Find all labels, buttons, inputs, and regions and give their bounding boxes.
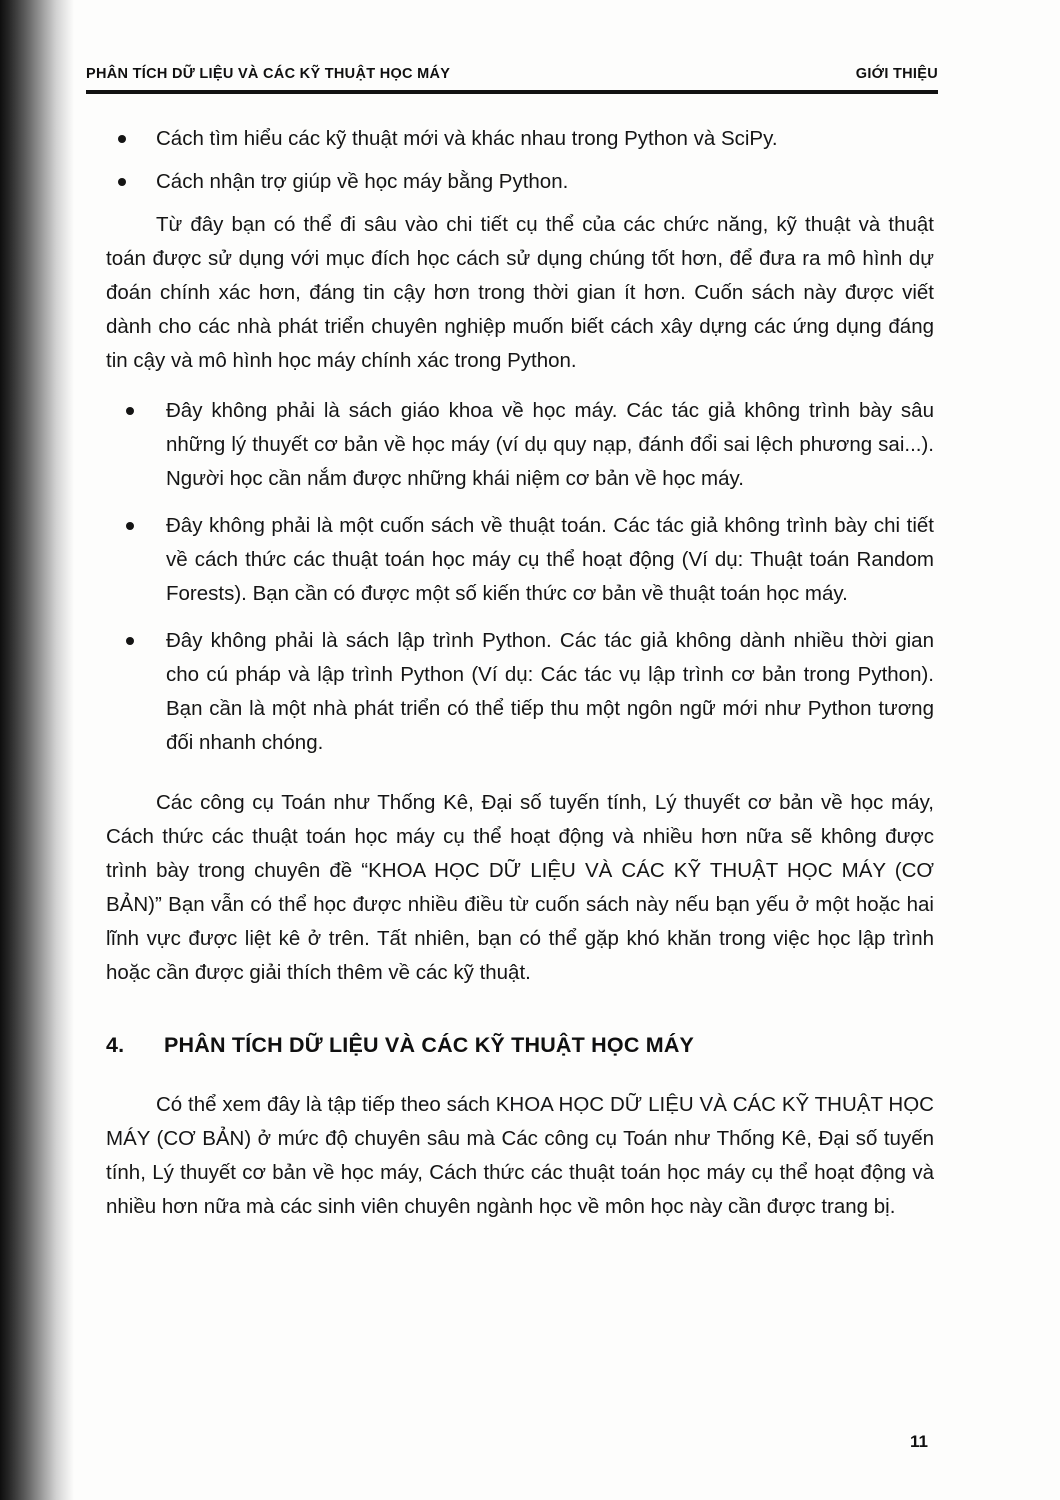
bullet-text: Cách tìm hiểu các kỹ thuật mới và khác nhau trong Python và SciPy. [156, 127, 778, 150]
paragraph-section-body: Có thể xem đây là tập tiếp theo sách KHOA HỌC DỮ LIỆU VÀ CÁC KỸ THUẬT HỌC MÁY (CƠ BẢN) ở mức độ chuyên sâu mà Các công cụ Toán như Thống Kê, Đại số tuyến tính, Lý thuyết cơ bản về học máy, Cách thức các thuật toán học máy cụ thể hoạt động và nhiều hơn nữa mà các sinh viên chuyên ngành học về môn học này cần được trang bị. [106, 1093, 934, 1218]
bullet-icon [126, 407, 134, 415]
section-number: 4. [106, 1033, 125, 1057]
list-item [106, 122, 934, 156]
header-rule [86, 90, 938, 94]
bullet-text: Đây không phải là sách lập trình Python. Các tác giả không dành nhiều thời gian cho cú pháp và lập trình Python (Ví dụ: Các tác vụ lập trình cơ bản trong Python). Bạn cần là một nhà phát triển có thể tiếp thu một ngôn ngữ mới như Python tương đối nhanh chóng. [166, 629, 934, 754]
header-book-title: PHÂN TÍCH DỮ LIỆU VÀ CÁC KỸ THUẬT HỌC MÁY [86, 66, 451, 82]
bullet-icon [118, 135, 126, 143]
list-item [106, 624, 934, 760]
page-number: 11 [910, 1432, 928, 1451]
bullet-icon [126, 637, 134, 645]
header-chapter-title: GIỚI THIỆU [855, 66, 938, 82]
section-heading [106, 1028, 934, 1062]
page-header [86, 66, 938, 82]
page-content [106, 122, 934, 1224]
list-item [106, 394, 934, 496]
bullet-text: Đây không phải là sách giáo khoa về học máy. Các tác giả không trình bày sâu những lý thuyết cơ bản về học máy (ví dụ quy nạp, đánh đổi sai lệch phương sai...). Người học cần nắm được những khái niệm cơ bản về học máy. [166, 399, 934, 490]
bullet-list-disclaimers [106, 394, 934, 760]
paragraph-scope: Các công cụ Toán như Thống Kê, Đại số tuyến tính, Lý thuyết cơ bản về học máy, Cách thức các thuật toán học máy cụ thể hoạt động và nhiều hơn nữa sẽ không được trình bày trong chuyên đề “KHOA HỌC DỮ LIỆU VÀ CÁC KỸ THUẬT HỌC MÁY (CƠ BẢN)” Bạn vẫn có thể học được nhiều điều từ cuốn sách này nếu bạn yếu ở một hoặc hai lĩnh vực được liệt kê ở trên. Tất nhiên, bạn có thể gặp khó khăn trong việc học lập trình hoặc cần được giải thích thêm về các kỹ thuật. [106, 791, 934, 984]
bullet-icon [126, 522, 134, 530]
bullet-list-top [106, 122, 934, 199]
paragraph-intro: Từ đây bạn có thể đi sâu vào chi tiết cụ thể của các chức năng, kỹ thuật và thuật toán được sử dụng với mục đích học cách sử dụng chúng tốt hơn, để đưa ra mô hình dự đoán chính xác hơn, đáng tin cậy hơn trong thời gian ít hơn. Cuốn sách này được viết dành cho các nhà phát triển chuyên nghiệp muốn biết cách xây dựng các ứng dụng đáng tin cậy và mô hình học máy chính xác trong Python. [106, 213, 934, 372]
list-item [106, 509, 934, 611]
bullet-text: Cách nhận trợ giúp về học máy bằng Python. [156, 170, 569, 193]
bullet-icon [118, 178, 126, 186]
scan-shadow-left [0, 0, 74, 1500]
section-title: PHÂN TÍCH DỮ LIỆU VÀ CÁC KỸ THUẬT HỌC MÁY [164, 1033, 695, 1057]
bullet-text: Đây không phải là một cuốn sách về thuật toán. Các tác giả không trình bày chi tiết về cách thức các thuật toán học máy cụ thể hoạt động (Ví dụ: Thuật toán Random Forests). Bạn cần có được một số kiến thức cơ bản về thuật toán học máy. [166, 514, 934, 605]
list-item [106, 165, 934, 199]
